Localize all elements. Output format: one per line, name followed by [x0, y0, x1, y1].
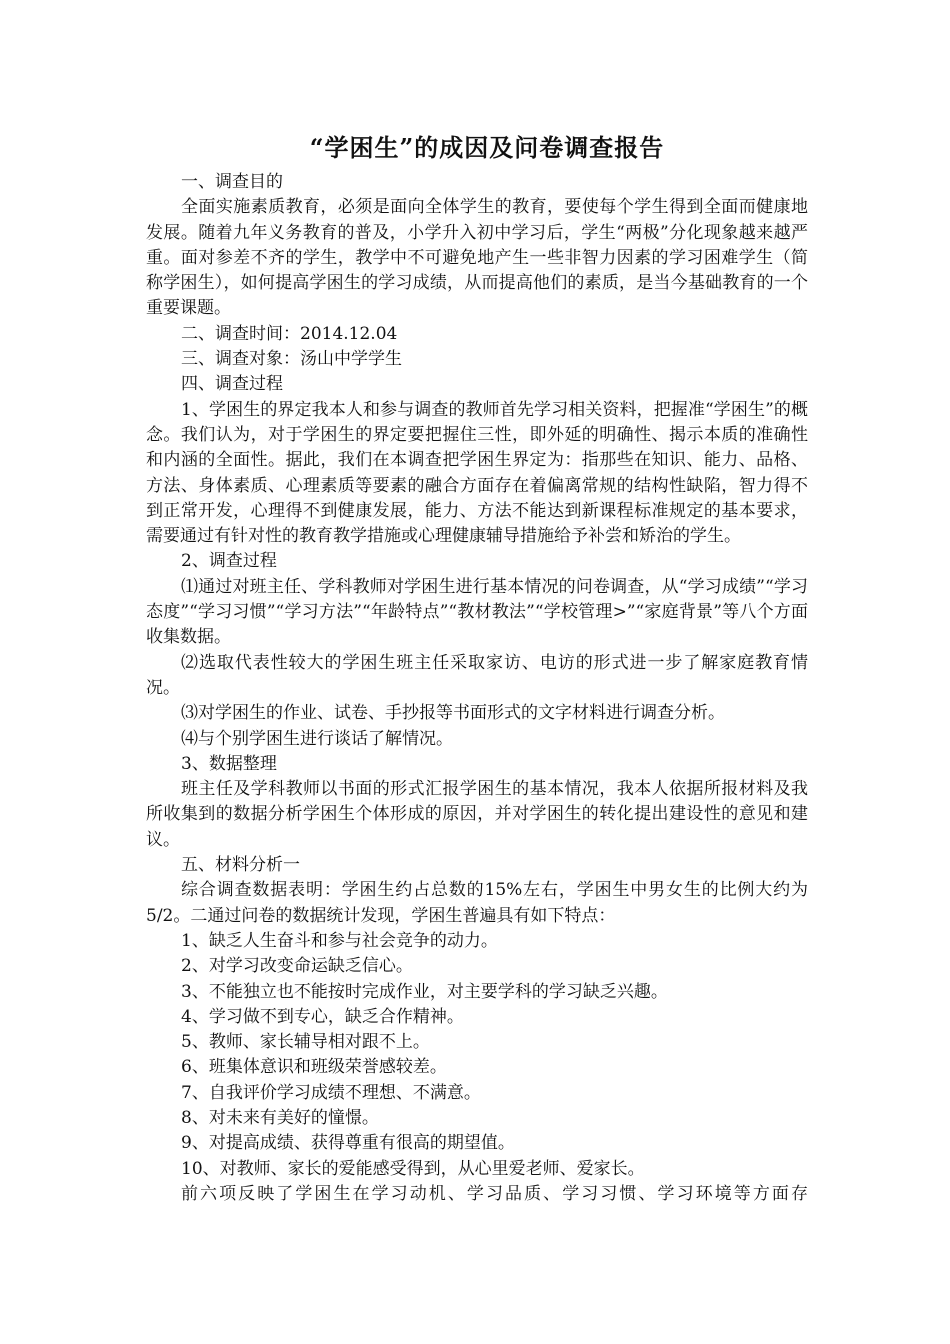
paragraph-data: 班主任及学科教师以书面的形式汇报学困生的基本情况，我本人依据所报材料及我所收集到的数据分析学困生个体形成的原因，并对学困生的转化提出建设性的意见和建议。 [146, 779, 808, 850]
trait-item-8: 8、对未来有美好的憧憬。 [181, 1107, 379, 1128]
document-page [146, 130, 808, 1207]
trait-item-7: 7、自我评价学习成绩不理想、不满意。 [181, 1082, 481, 1103]
section-heading-subject: 三、调查对象：汤山中学学生 [181, 349, 402, 370]
paragraph-summary-start: 前六项反映了学困生在学习动机、学习品质、学习习惯、学习环境等方面存 [181, 1183, 808, 1204]
process-item-2: ⑵选取代表性较大的学困生班主任采取家访、电访的形式进一步了解家庭教育情况。 [146, 652, 808, 698]
process-item-3: ⑶对学困生的作业、试卷、手抄报等书面形式的文字材料进行调查分析。 [181, 703, 725, 724]
section-heading-process: 四、调查过程 [181, 374, 283, 395]
trait-item-6: 6、班集体意识和班级荣誉感较差。 [181, 1057, 447, 1078]
paragraph-purpose: 全面实施素质教育，必须是面向全体学生的教育，要使每个学生得到全面而健康地发展。随着九年义务教育的普及，小学升入初中学习后，学生“两极”分化现象越来越严重。面对参差不齐的学生，教学中不可避免地产生一些非智力因素的学习困难学生（简称学困生），如何提高学困生的学习成绩，从而提高他们的素质，是当今基础教育的一个重要课题。 [146, 197, 808, 319]
section-heading-time: 二、调查时间：2014.12.04 [181, 323, 398, 344]
section-heading-purpose: 一、调查目的 [181, 172, 283, 192]
paragraph-definition: 1、学困生的界定我本人和参与调查的教师首先学习相关资料，把握准“学困生”的概念。我们认为，对于学困生的界定要把握住三性，即外延的明确性、揭示本质的准确性和内涵的全面性。据此，我们在本调查把学困生界定为：指那些在知识、能力、品格、方法、身体素质、心理素质等要素的融合方面存在着偏离常规的结构性缺陷，智力得不到正常开发，心理得不到健康发展，能力、方法不能达到新课程标准规定的基本要求，需要通过有针对性的教育教学措施或心理健康辅导措施给予补尝和矫治的学生。 [146, 399, 808, 547]
trait-item-3: 3、不能独立也不能按时完成作业，对主要学科的学习缺乏兴趣。 [181, 981, 668, 1002]
document-body [146, 170, 808, 1207]
subheading-process: 2、调查过程 [181, 551, 277, 572]
section-heading-analysis: 五、材料分析一 [181, 855, 300, 876]
process-item-1: ⑴通过对班主任、学科教师对学困生进行基本情况的问卷调查，从“学习成绩”“学习态度”“学习习惯”“学习方法”“年龄特点”“教材教法”“学校管理>”“家庭背景”等八个方面收集数据。 [146, 576, 808, 648]
trait-item-5: 5、教师、家长辅导相对跟不上。 [181, 1032, 430, 1053]
trait-item-2: 2、对学习改变命运缺乏信心。 [181, 956, 413, 977]
document-title: “学困生”的成因及问卷调查报告 [309, 133, 665, 162]
process-item-4: ⑷与个别学困生进行谈话了解情况。 [181, 728, 453, 749]
trait-item-1: 1、缺乏人生奋斗和参与社会竞争的动力。 [181, 930, 498, 951]
subheading-data: 3、数据整理 [181, 753, 277, 774]
paragraph-analysis: 综合调查数据表明：学困生约占总数的15%左右，学困生中男女生的比例大约为5/2。二通过问卷的数据统计发现，学困生普遍具有如下特点： [146, 880, 808, 926]
trait-item-4: 4、学习做不到专心，缺乏合作精神。 [181, 1006, 464, 1027]
trait-item-9: 9、对提高成绩、获得尊重有很高的期望值。 [181, 1133, 515, 1154]
trait-item-10: 10、对教师、家长的爱能感受得到，从心里爱老师、爱家长。 [181, 1158, 645, 1179]
